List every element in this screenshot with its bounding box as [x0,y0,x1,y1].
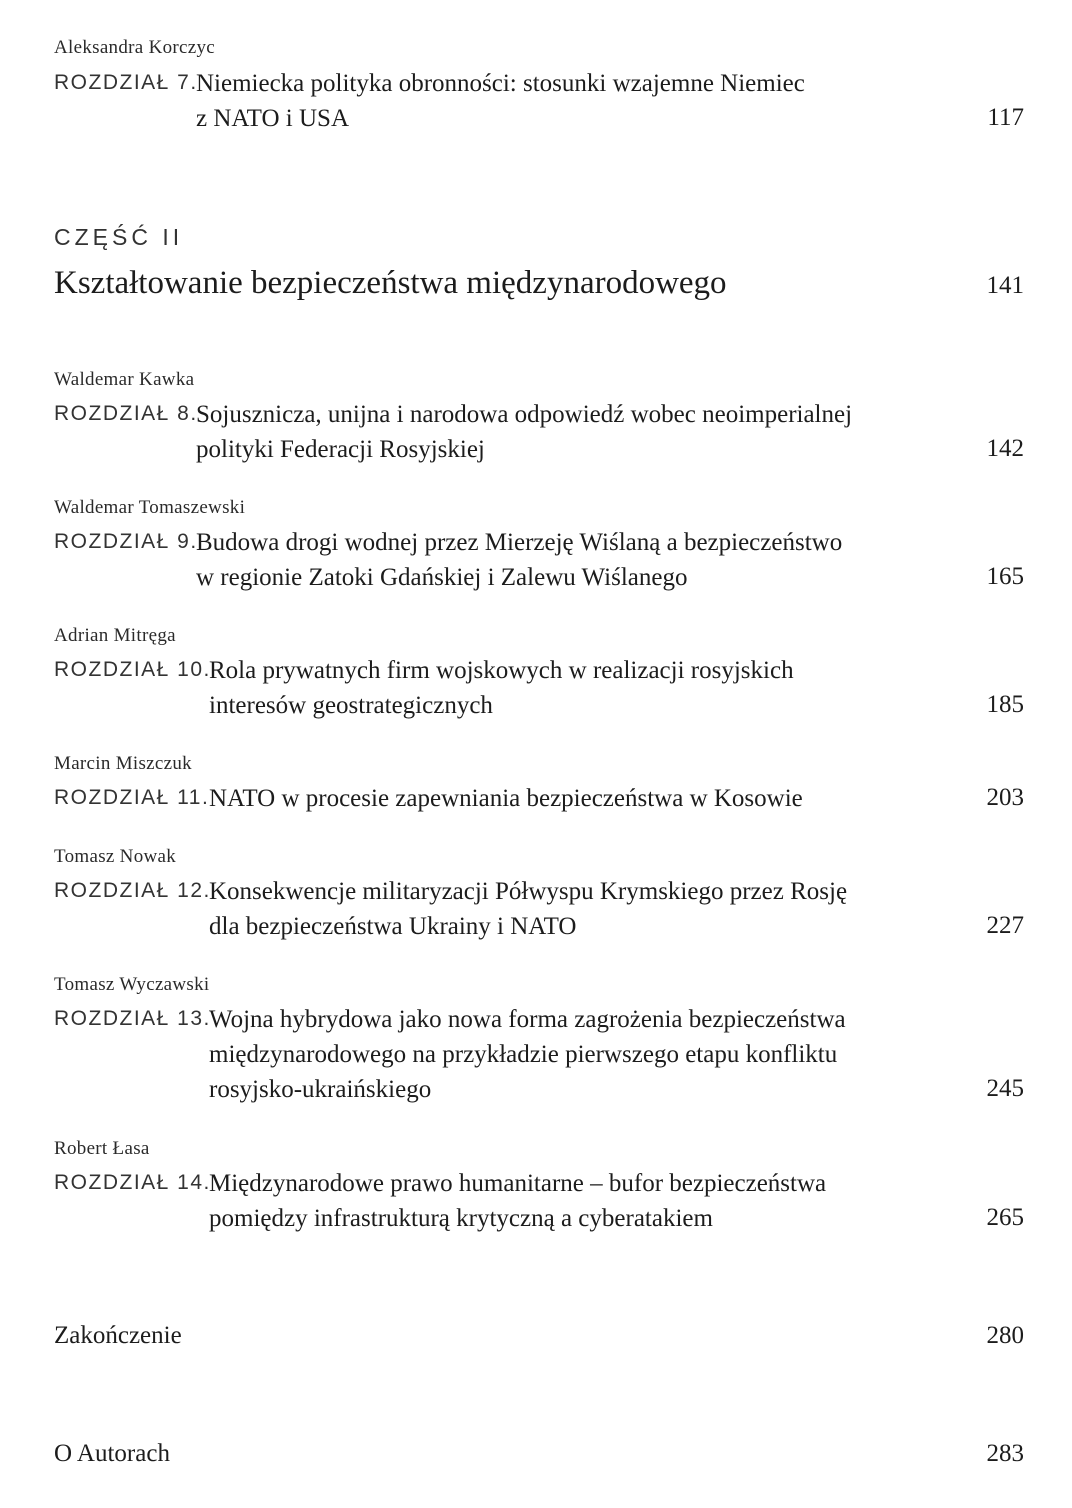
conclusion-entry[interactable]: Zakończenie [54,1322,182,1349]
chapter-11-title[interactable] [209,781,803,816]
authors-page: 283 [986,1440,1024,1467]
chapter-12-page: 227 [986,912,1024,939]
chapter-8-author: Waldemar Kawka [54,369,195,390]
chapter-13-title-line: Wojna hybrydowa jako nowa forma zagrożenia bezpieczeństwa [209,1006,846,1033]
conclusion-page: 280 [986,1322,1024,1349]
chapter-14-page: 265 [986,1204,1024,1231]
chapter-12-author: Tomasz Nowak [54,846,177,867]
chapter-14-title-line: pomiędzy infrastrukturą krytyczną a cyberatakiem [209,1205,713,1232]
chapter-7-label: ROZDZIAŁ 7. [54,71,198,94]
chapter-13-title[interactable] [209,1002,846,1107]
chapter-13-title-line: rosyjsko-ukraińskiego [209,1076,432,1103]
chapter-11-label: ROZDZIAŁ 11. [54,786,210,809]
chapter-8-title[interactable] [196,397,852,467]
chapter-10-title-line: interesów geostrategicznych [209,692,493,719]
chapter-8-title-line: Sojusznicza, unijna i narodowa odpowiedź wobec neoimperialnej [196,401,853,428]
chapter-14-title-line: Międzynarodowe prawo humanitarne – bufor bezpieczeństwa [209,1170,827,1197]
part-2-page: 141 [986,272,1024,299]
chapter-8-page: 142 [986,435,1024,462]
chapter-12-title-line: dla bezpieczeństwa Ukrainy i NATO [209,913,577,940]
chapter-7-page: 117 [987,104,1024,131]
chapter-14-author: Robert Łasa [54,1138,150,1159]
chapter-12-label: ROZDZIAŁ 12. [54,879,211,902]
chapter-11-title-line: NATO w procesie zapewniania bezpieczeństwa w Kosowie [209,785,803,812]
chapter-9-author: Waldemar Tomaszewski [54,497,246,518]
chapter-9-title-line: w regionie Zatoki Gdańskiej i Zalewu Wiślanego [196,564,688,591]
chapter-9-title-line: Budowa drogi wodnej przez Mierzeję Wiślaną a bezpieczeństwo [196,529,843,556]
chapter-10-label: ROZDZIAŁ 10. [54,658,211,681]
chapter-12-title[interactable] [209,874,847,944]
chapter-14-title[interactable] [209,1166,826,1236]
chapter-7-title[interactable] [196,66,805,136]
chapter-13-author: Tomasz Wyczawski [54,974,210,995]
chapter-10-author: Adrian Mitręga [54,625,176,646]
chapter-10-page: 185 [986,691,1024,718]
chapter-11-page: 203 [986,784,1024,811]
chapter-14-label: ROZDZIAŁ 14. [54,1171,211,1194]
chapter-12-title-line: Konsekwencje militaryzacji Półwyspu Krymskiego przez Rosję [209,878,848,905]
chapter-10-title[interactable] [209,653,794,723]
part-2-title[interactable]: Kształtowanie bezpieczeństwa międzynarodowego [54,265,727,301]
chapter-7-title-line: Niemiecka polityka obronności: stosunki wzajemne Niemiec [196,70,805,97]
part-2-label: CZĘŚĆ II [54,224,184,250]
chapter-11-author: Marcin Miszczuk [54,753,192,774]
chapter-8-title-line: polityki Federacji Rosyjskiej [196,436,485,463]
chapter-9-page: 165 [986,563,1024,590]
chapter-13-label: ROZDZIAŁ 13. [54,1007,211,1030]
authors-entry[interactable]: O Autorach [54,1440,170,1467]
chapter-7-author: Aleksandra Korczyc [54,37,216,58]
chapter-13-page: 245 [986,1075,1024,1102]
chapter-7-title-line: z NATO i USA [196,105,350,132]
chapter-10-title-line: Rola prywatnych firm wojskowych w realizacji rosyjskich [209,657,794,684]
chapter-9-title[interactable] [196,525,842,595]
chapter-8-label: ROZDZIAŁ 8. [54,402,198,425]
chapter-13-title-line: międzynarodowego na przykładzie pierwszego etapu konfliktu [209,1041,838,1068]
chapter-9-label: ROZDZIAŁ 9. [54,530,198,553]
